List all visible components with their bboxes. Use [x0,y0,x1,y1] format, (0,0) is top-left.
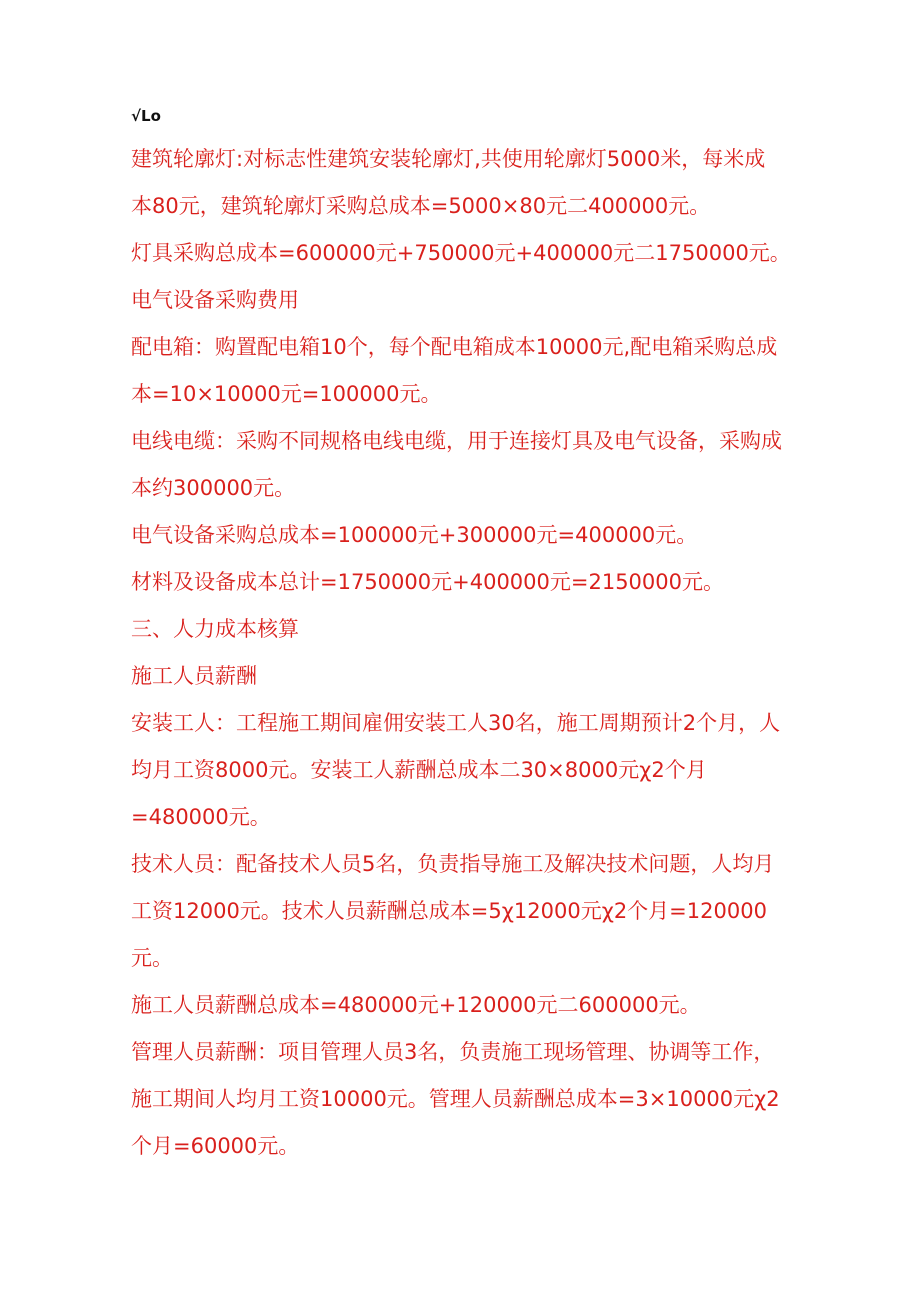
text-line: 材料及设备成本总计=1750000元+400000元=2150000元。 [131,570,725,594]
text-line: 电气设备采购总成本=100000元+300000元=400000元。 [131,523,698,547]
text-line: 建筑轮廓灯:对标志性建筑安装轮廓灯,共使用轮廓灯5000米，每米成 [131,147,766,171]
text-line: 个月=60000元。 [131,1134,300,1158]
text-line: 管理人员薪酬：项目管理人员3名，负责施工现场管理、协调等工作， [131,1040,775,1064]
text-line: 施工人员薪酬总成本=480000元+120000元二600000元。 [131,993,701,1017]
text-line: 本约300000元。 [131,476,296,500]
text-line: 配电箱：购置配电箱10个，每个配电箱成本10000元,配电箱采购总成 [131,335,778,359]
text-line: 元。 [131,946,173,970]
section-heading: 三、人力成本核算 [131,617,299,641]
text-line: 本=10×10000元=100000元。 [131,382,442,406]
document-body [131,136,811,1170]
text-line: 电线电缆：采购不同规格电线电缆，用于连接灯具及电气设备，采购成 [131,429,782,453]
text-line: 工资12000元。技术人员薪酬总成本=5χ12000元χ2个月=120000 [131,899,767,923]
section-heading: 电气设备采购费用 [131,288,299,312]
subsection-heading: 施工人员薪酬 [131,664,257,688]
text-line: 本80元，建筑轮廓灯采购总成本=5000×80元二400000元。 [131,194,711,218]
header-mark: √Lo [131,107,161,125]
text-line: 均月工资8000元。安装工人薪酬总成本二30×8000元χ2个月 [131,758,707,782]
text-line: 施工期间人均月工资10000元。管理人员薪酬总成本=3×10000元χ2 [131,1087,780,1111]
text-line: 安装工人：工程施工期间雇佣安装工人30名，施工周期预计2个月，人 [131,711,781,735]
text-line: =480000元。 [131,805,271,829]
text-line: 灯具采购总成本=600000元+750000元+400000元二1750000元。 [131,241,791,265]
text-line: 技术人员：配备技术人员5名，负责指导施工及解决技术问题，人均月 [131,852,775,876]
